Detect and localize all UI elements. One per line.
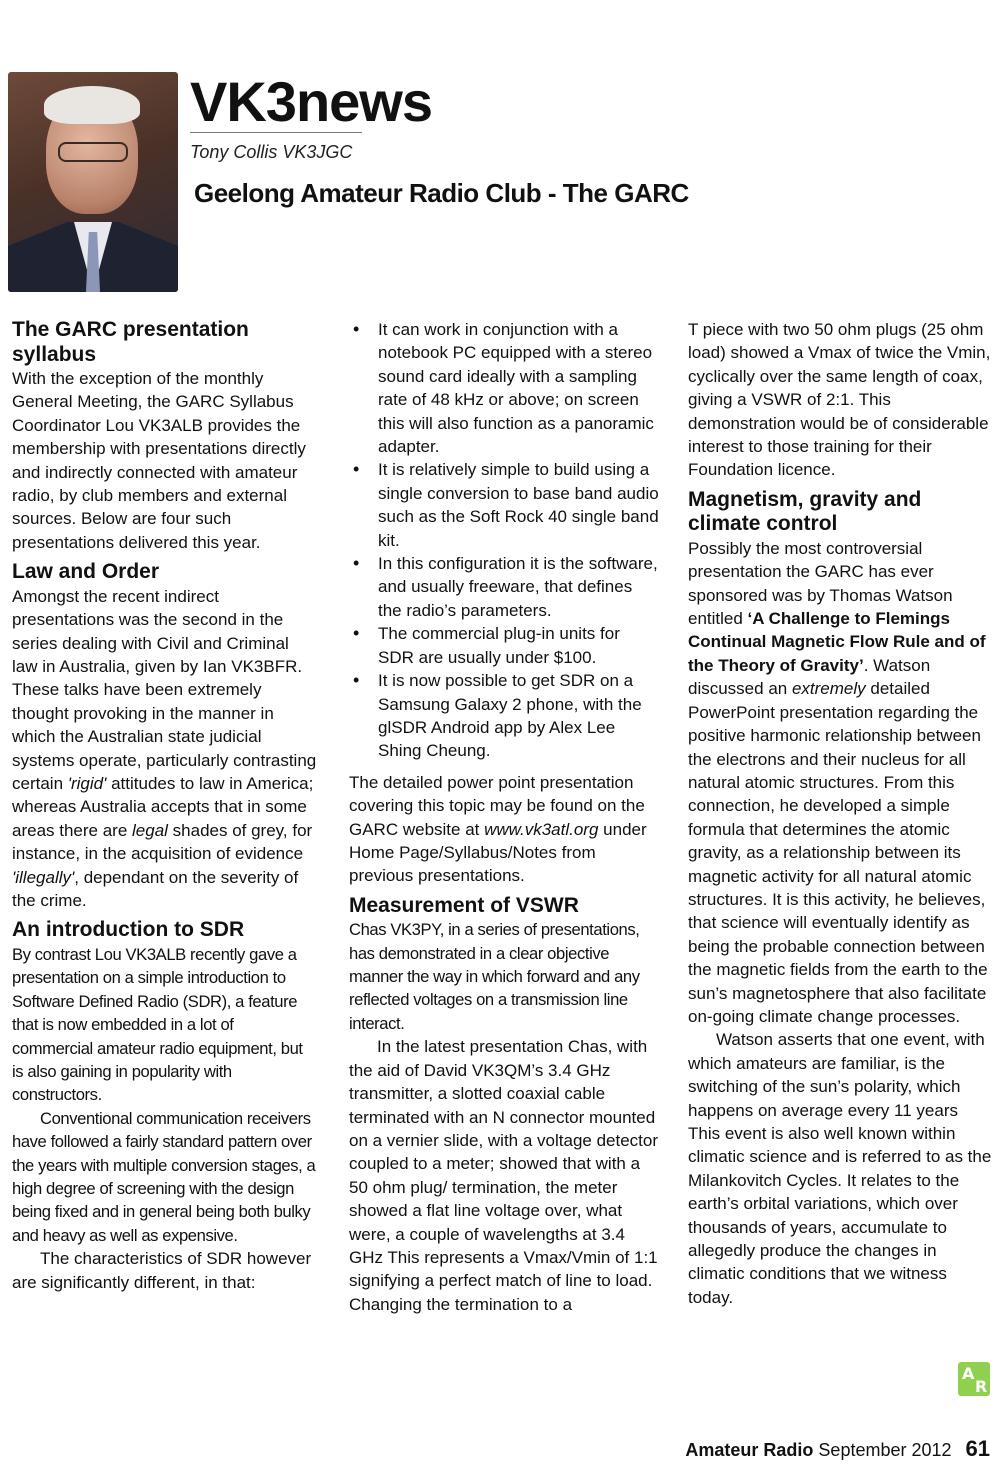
paragraph: T piece with two 50 ohm plugs (25 ohm load) showed a Vmax of twice the Vmin, cyclically over the same length of coax, giving a VSWR of 2:1. This demonstration would be of considerable interest to those training for their Foundation licence. [688,320,991,480]
article-title: Geelong Amateur Radio Club - The GARC [194,178,689,208]
paragraph: Chas VK3PY, in a series of presentations, has demonstrated in a clear objective manner the way in which forward and any reflected voltages on a transmission line interact. [349,920,640,1033]
paragraph [12,585,317,913]
text-run: under Home Page/Syllabus/Notes from previous presentations. [349,819,647,886]
list-item: • The commercial plug-in units for SDR are usually under $100. [349,622,659,669]
text-run: detailed PowerPoint presentation regarding the positive harmonic relationship between the electrons and their nucleus for all natural atomic structures. From this connection, he developed a simple formula that determines the atomic gravity, as a relationship between its magnetic activity for all natural atomic structures. It is this activity, he believes, that science will eventually identify as being the probable connection between the magnetic fields from the earth to the sun’s magnetosphere that also facilitate on-going climate change processes. [688,679,988,1026]
masthead-rule [190,132,362,133]
page-footer [685,1436,990,1462]
heading-vswr: Measurement of VSWR [349,893,579,917]
issue-date: September 2012 [818,1440,952,1460]
page-number: 61 [965,1436,990,1461]
column-1 [12,318,317,1294]
section-masthead [190,70,432,133]
emphasis: 'rigid' [67,774,107,793]
paragraph: In the latest presentation Chas, with the aid of David VK3QM’s 3.4 GHz transmitter, a slotted coaxial cable terminated with an N connector mounted on a vernier slide, with a voltage detector coupled to a meter; showed that with a 50 ohm plug/ termination, the meter showed a flat line voltage over, what were, a couple of wavelengths at 3.4 GHz This represents a Vmax/Vmin of 1:1 signifying a perfect match of line to load. Changing the termination to a [349,1037,659,1314]
text-run: The detailed power point presentation covering this topic may be found on the GARC website at [349,772,645,839]
heading-magnetism: Magnetism, gravity and climate control [688,487,922,536]
heading-garc-syllabus: The GARC presentation syllabus [12,318,249,366]
list-item: • It is relatively simple to build using a single conversion to base band audio such as the Soft Rock 40 single band kit. [349,458,659,552]
text-run: , dependant on the severity of the crime. [12,867,299,911]
author-photo [8,72,178,292]
text-run: Possibly the most controversial presentation the GARC has ever sponsored was by Thomas Watson entitled [688,538,953,629]
emphasis: 'illegally' [12,867,75,887]
photo-glasses [58,142,128,162]
heading-intro-sdr: An introduction to SDR [12,918,245,942]
photo-hair [44,86,140,124]
paragraph: By contrast Lou VK3ALB recently gave a presentation on a simple introduction to Software Defined Radio (SDR), a feature that is now embedded in a lot of commercial amateur radio equipment, but is also gaining in popularity with constructors. [12,944,303,1105]
masthead-light: news [295,70,432,133]
paragraph: With the exception of the monthly General Meeting, the GARC Syllabus Coordinator Lou VK3ALB provides the membership with presentations directly and indirectly connected with amateur radio, by club members and external sources. Below are four such presentations delivered this year. [12,369,306,552]
column-2 [349,318,659,1316]
website-url: www.vk3atl.org [484,819,599,839]
sdr-feature-list [349,318,659,763]
list-item: • It is now possible to get SDR on a Samsung Galaxy 2 phone, with the glSDR Android app by Alex Lee Shing Cheung. [349,669,659,763]
paragraph [349,771,659,888]
paragraph: Conventional communication receivers have followed a fairly standard pattern over the years with multiple conversion stages, a high degree of screening with the design being fixed and in general being both bulky and heavy as well as expensive. [12,1108,316,1245]
paragraph: Watson asserts that one event, with which amateurs are familiar, is the switching of the sun’s polarity, which happens on average every 11 years This event is also well known within climatic science and is referred to as the Milankovitch Cycles. It relates to the earth’s orbital variations, which over thousands of years, accumulate to allegedly produce the changes in climatic conditions that we witness today. [688,1030,992,1307]
heading-law-and-order: Law and Order [12,560,160,584]
column-3 [688,318,993,1309]
emphasis: extremely [791,679,866,699]
list-item: • In this configuration it is the software, and usually freeware, that defines the radio’s parameters. [349,552,659,622]
text-run: attitudes to law in America; whereas Australia accepts that in some areas there are [12,774,314,840]
presentation-title: ‘A Challenge to Flemings Continual Magnetic Flow Rule and of the Theory of Gravity’ [688,609,986,675]
paragraph: The characteristics of SDR however are significantly different, in that: [12,1249,312,1292]
list-item: • It can work in conjunction with a notebook PC equipped with a stereo sound card ideally with a sampling rate of 48 kHz or above; on screen this will also function as a panoramic adapter. [349,318,659,458]
emphasis: legal [132,820,168,840]
masthead-bold: VK3 [190,70,296,133]
paragraph [688,537,993,1029]
text-run: Amongst the recent indirect presentations was the second in the series dealing with Civil and Criminal law in Australia, given by Ian VK3BFR. These talks have been extremely thought provoking in the manner in which the Australian state judicial systems operate, particularly contrasting certain [12,586,317,793]
text-run: . Watson discussed an [688,655,931,699]
magazine-name: Amateur Radio [685,1440,814,1460]
ar-end-logo-icon: A R [958,1362,990,1396]
author-byline: Tony Collis VK3JGC [190,142,353,162]
text-run: shades of grey, for instance, in the acquisition of evidence [12,820,313,864]
